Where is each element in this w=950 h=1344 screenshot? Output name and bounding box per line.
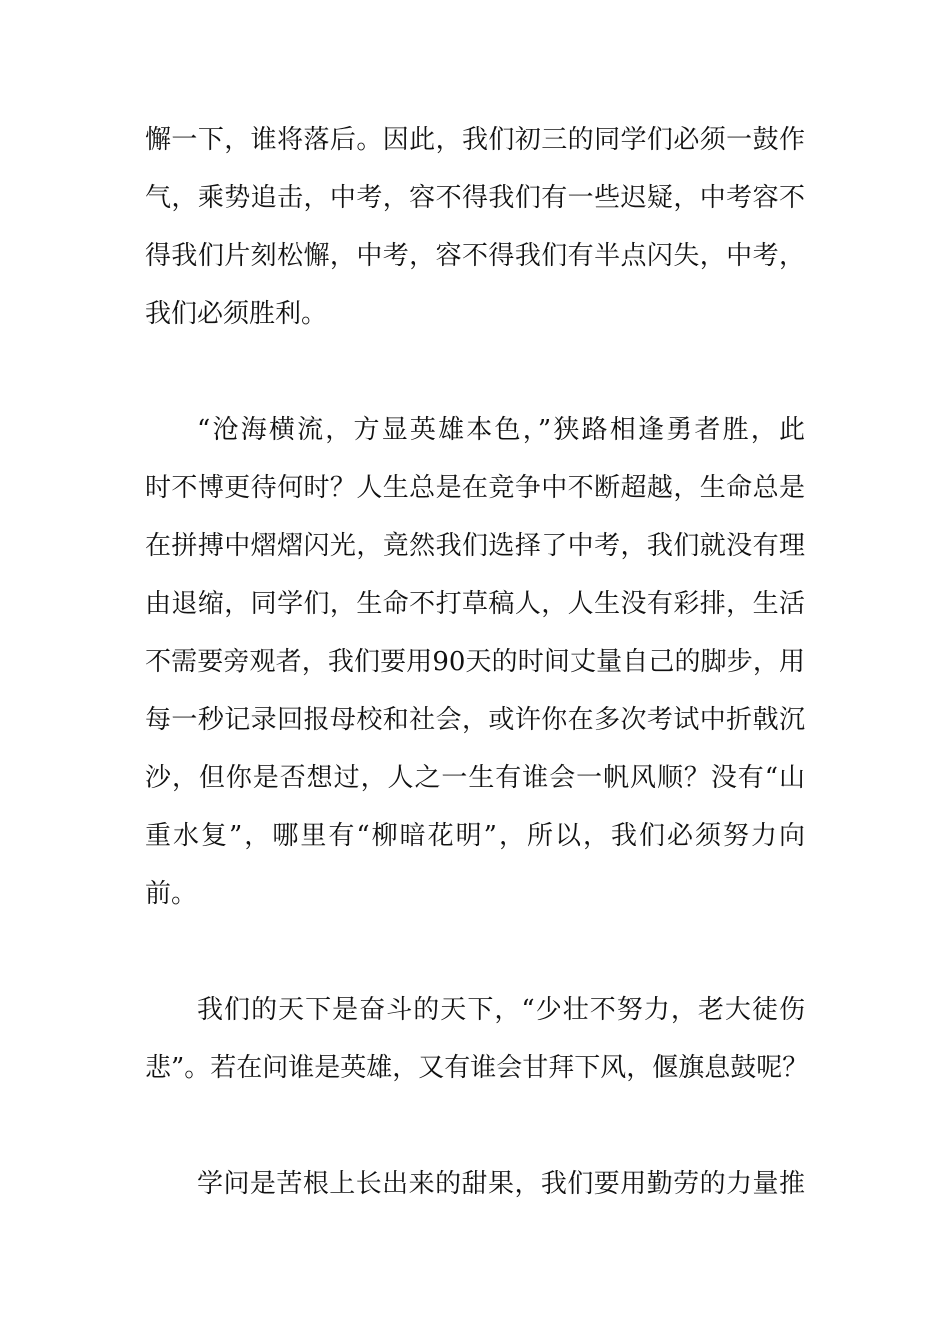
paragraph-2-line-9: 前。 (145, 879, 198, 909)
paragraph-3-line-2: 悲”。若在问谁是英雄，又有谁会甘拜下风，偃旗息鼓呢？ (145, 1053, 809, 1083)
paragraph-2-line-4: 由退缩，同学们，生命不打草稿人，人生没有彩排，生活 (145, 589, 805, 619)
paragraph-2-line-2: 时不博更待何时？人生总是在竞争中不断超越，生命总是 (145, 473, 805, 503)
paragraph-1-line-1: 懈一下，谁将落后。因此，我们初三的同学们必须一鼓作 (145, 125, 805, 155)
paragraph-4-line-1: 学问是苦根上长出来的甜果，我们要用勤劳的力量推 (197, 1169, 805, 1199)
paragraph-1-line-4: 我们必须胜利。 (145, 299, 328, 329)
paragraph-3-line-1: 我们的天下是奋斗的天下，“少壮不努力，老大徒伤 (197, 995, 805, 1025)
paragraph-2-line-3: 在拼搏中熠熠闪光，竟然我们选择了中考，我们就没有理 (145, 531, 805, 561)
paragraph-1-line-2: 气，乘势追击，中考，容不得我们有一些迟疑，中考容不 (145, 183, 805, 213)
paragraph-2-line-6: 每一秒记录回报母校和社会，或许你在多次考试中折戟沉 (145, 705, 805, 735)
paragraph-1-line-3: 得我们片刻松懈，中考，容不得我们有半点闪失，中考， (145, 241, 805, 271)
paragraph-2-line-7: 沙，但你是否想过，人之一生有谁会一帆风顺？没有“山 (145, 763, 805, 793)
paragraph-2-line-5: 不需要旁观者，我们要用90天的时间丈量自己的脚步，用 (145, 647, 805, 677)
paragraph-2-line-1: “沧海横流，方显英雄本色，”狭路相逢勇者胜，此 (197, 415, 805, 445)
paragraph-2-line-8: 重水复”，哪里有“柳暗花明”，所以，我们必须努力向 (145, 821, 805, 851)
